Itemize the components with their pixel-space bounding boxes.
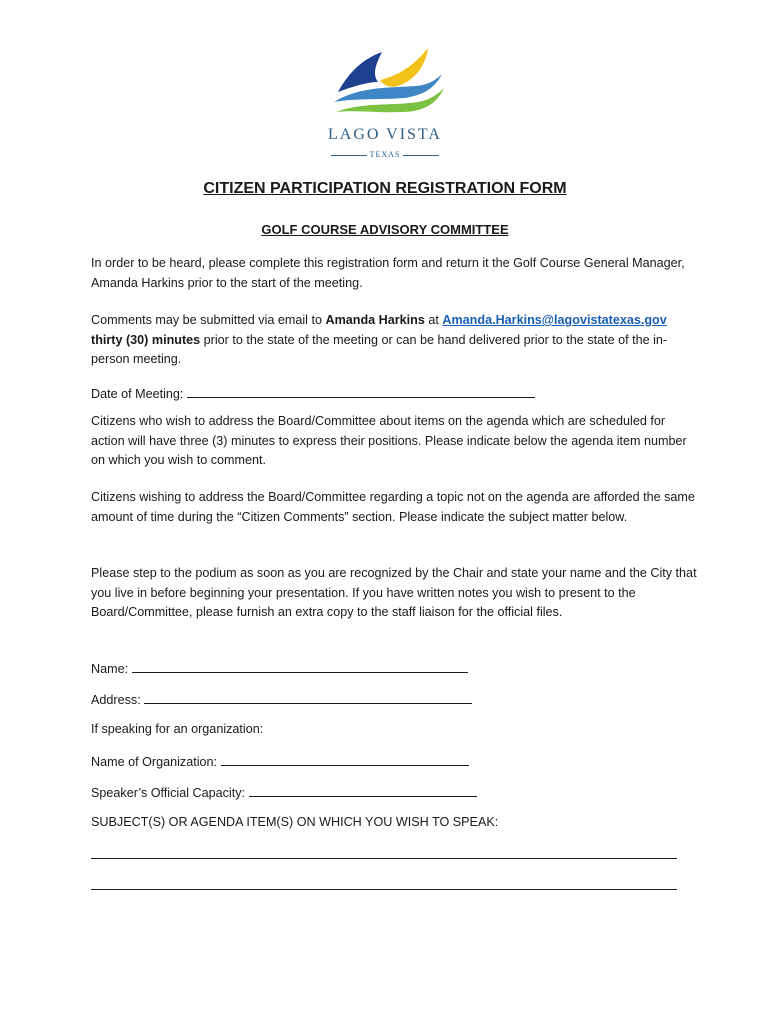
subject-input-line-2[interactable] xyxy=(91,889,677,890)
subject-input-line-1[interactable] xyxy=(91,858,677,859)
logo-wordmark: LAGO VISTA xyxy=(328,126,442,143)
official-capacity-input-line[interactable] xyxy=(249,782,477,797)
email-link[interactable]: Amanda.Harkins@lagovistatexas.gov xyxy=(442,313,667,327)
agenda-paragraph: Citizens who wish to address the Board/Committee about items on the agenda which are scheduled for action will have three (3) minutes to express their positions. Please indicate below the agenda item number on which you wish to comment. xyxy=(91,414,687,467)
official-capacity-label: Speaker’s Official Capacity: xyxy=(91,786,245,800)
address-label: Address: xyxy=(91,693,141,707)
organization-name-input-line[interactable] xyxy=(221,751,469,766)
subjects-label: SUBJECT(S) OR AGENDA ITEM(S) ON WHICH YOU WISH TO SPEAK: xyxy=(91,815,499,829)
email-suffix: prior to the state of the meeting or can be hand delivered prior to the state of the in-person meeting. xyxy=(91,332,668,366)
organization-name-label: Name of Organization: xyxy=(91,755,217,769)
podium-paragraph: Please step to the podium as soon as you are recognized by the Chair and state your name and the City that you live in before beginning your presentation. If you have written notes you wish to present to the Board/Committee, please furnish an extra copy to the staff liaison for the official files. xyxy=(91,566,697,619)
logo-state: TEXAS xyxy=(369,150,401,159)
name-input-line[interactable] xyxy=(132,658,468,673)
official-capacity-field[interactable] xyxy=(91,782,477,803)
date-label: Date of Meeting: xyxy=(91,387,184,401)
organization-intro: If speaking for an organization: xyxy=(91,722,264,736)
time-limit: thirty (30) minutes xyxy=(91,332,201,347)
email-at: at xyxy=(424,313,443,327)
logo-wave-icon xyxy=(320,40,450,130)
address-input-line[interactable] xyxy=(144,689,472,704)
intro-paragraph: In order to be heard, please complete this registration form and return it the Golf Course General Manager, Amanda Harkins prior to the start of the meeting. xyxy=(91,256,685,290)
organization-name-field[interactable] xyxy=(91,751,469,772)
non-agenda-paragraph: Citizens wishing to address the Board/Committee regarding a topic not on the agenda are afforded the same amount of time during the “Citizen Comments” section. Please indicate the subject matter below. xyxy=(91,490,695,524)
email-paragraph xyxy=(91,311,701,370)
name-label: Name: xyxy=(91,662,129,676)
lago-vista-logo xyxy=(320,40,450,170)
date-of-meeting-field[interactable] xyxy=(91,383,535,404)
logo-subtitle xyxy=(320,150,450,159)
date-input-line[interactable] xyxy=(187,383,535,398)
form-title: CITIZEN PARTICIPATION REGISTRATION FORM xyxy=(203,180,567,197)
name-field[interactable] xyxy=(91,658,468,679)
committee-subtitle: GOLF COURSE ADVISORY COMMITTEE xyxy=(261,222,509,237)
address-field[interactable] xyxy=(91,689,472,710)
email-prefix: Comments may be submitted via email to xyxy=(91,313,326,327)
contact-name: Amanda Harkins xyxy=(325,313,425,327)
